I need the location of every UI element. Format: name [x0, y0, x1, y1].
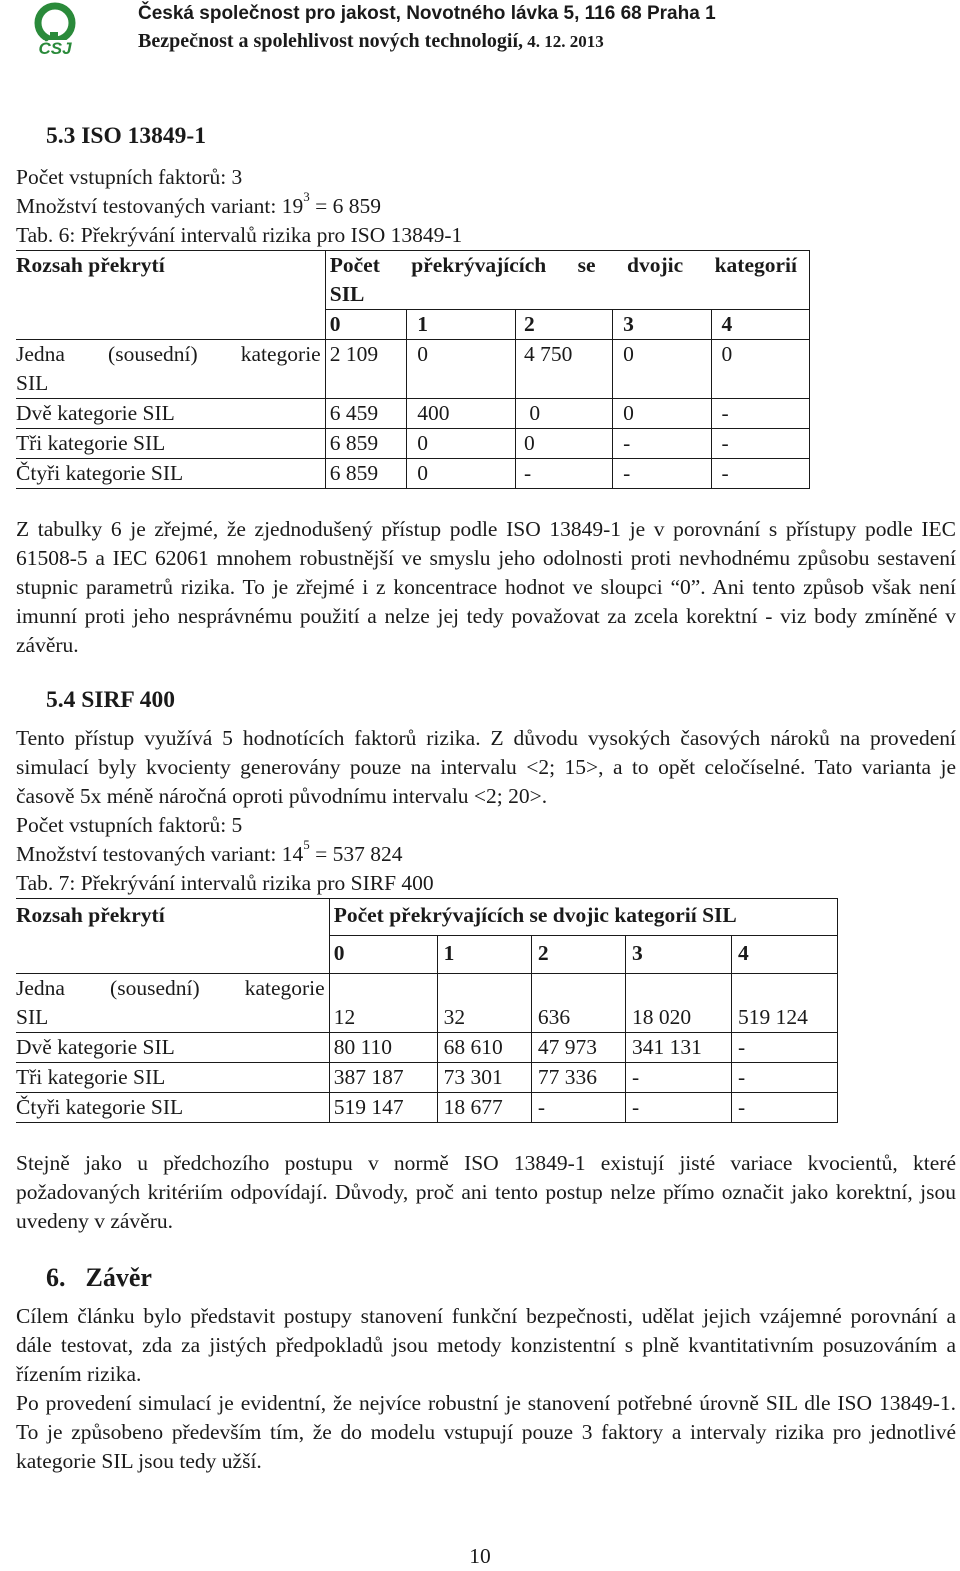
table-header-row [16, 899, 838, 936]
input-factors-count: Počet vstupních faktorů: 5 [16, 813, 243, 837]
table-row [16, 1033, 838, 1063]
table-cell: 0 [613, 340, 711, 399]
table-cell: 341 131 [625, 1033, 731, 1063]
table-cell: - [613, 459, 711, 489]
table-header-group-line2: SIL [329, 282, 365, 306]
table-row-label: Dvě kategorie SIL [16, 399, 325, 429]
table-header-range: Rozsah překrytí [16, 899, 329, 974]
table-cell: - [731, 1063, 837, 1093]
page-header [22, 0, 942, 60]
section-heading-5-3: 5.3 ISO 13849-1 [46, 123, 206, 149]
table-cell: 387 187 [329, 1063, 437, 1093]
tested-variants [16, 836, 956, 869]
table-cell: - [711, 429, 809, 459]
table-6-caption: Tab. 6: Překrývání intervalů rizika pro ISO 13849-1 [16, 223, 463, 247]
header-organization: Česká společnost pro jakost, Novotného lávka 5, 116 68 Praha 1 [138, 3, 716, 24]
table-cell: 6 859 [325, 429, 407, 459]
table-subheader: 4 [731, 936, 837, 974]
table-cell: 73 301 [437, 1063, 531, 1093]
table-cell: 2 109 [325, 340, 407, 399]
tested-variants-exponent: 3 [303, 188, 310, 204]
csj-logo [26, 2, 84, 56]
table-cell: 636 [531, 974, 625, 1033]
table-row-label: Tři kategorie SIL [16, 1063, 329, 1093]
table-cell: 0 [516, 429, 613, 459]
svg-text:ČSJ: ČSJ [38, 39, 72, 56]
table-row [16, 974, 838, 1033]
table-row [16, 340, 810, 399]
header-conference [138, 28, 604, 55]
table-6 [16, 250, 810, 489]
table-cell: 4 750 [516, 340, 613, 399]
table-header-row [16, 251, 810, 310]
table-cell: 0 [516, 399, 613, 429]
table-cell: 6 859 [325, 459, 407, 489]
tested-variants [16, 188, 956, 221]
table-cell: 0 [407, 459, 516, 489]
table-row-label-line2: SIL [16, 371, 49, 395]
conclusion-paragraph-1: Cílem článku bylo představit postupy stanovení funkční bezpečnosti, udělat jejich vzájemné porovnání a dále testovat, zda za jistých předpokladů jsou metody konzistentní s plně kvantitativním posuzováním a řízením rizika. [16, 1304, 956, 1386]
table-cell: - [516, 459, 613, 489]
table-cell: 77 336 [531, 1063, 625, 1093]
table-cell: 12 [329, 974, 437, 1033]
table-cell: - [731, 1033, 837, 1063]
table-cell: - [531, 1093, 625, 1123]
table-row-label-line1: Jedna (sousední) kategorie [16, 976, 325, 1000]
table-subheader: 2 [531, 936, 625, 974]
table-cell: 0 [613, 399, 711, 429]
table-row-label: Čtyři kategorie SIL [16, 1093, 329, 1123]
table-cell: 0 [407, 340, 516, 399]
section-number: 6. [46, 1263, 66, 1292]
table-row-label: Dvě kategorie SIL [16, 1033, 329, 1063]
table-cell: 47 973 [531, 1033, 625, 1063]
table-header-group: Počet překrývajících se dvojic kategorií SIL [329, 899, 837, 936]
page-number: 10 [469, 1544, 491, 1568]
table-cell: 68 610 [437, 1033, 531, 1063]
section-heading-6 [16, 1260, 956, 1296]
table-row-label: Tři kategorie SIL [16, 429, 325, 459]
table-row [16, 1063, 838, 1093]
table-cell: 80 110 [329, 1033, 437, 1063]
table-subheader: 4 [711, 310, 809, 340]
table-subheader: 1 [407, 310, 516, 340]
table-row [16, 399, 810, 429]
table-cell: 18 677 [437, 1093, 531, 1123]
table-cell: 400 [407, 399, 516, 429]
table-row-label: Čtyři kategorie SIL [16, 459, 325, 489]
table-row [16, 429, 810, 459]
header-conference-title: Bezpečnost a spolehlivost nových technologií, [138, 30, 524, 52]
tested-variants-base: Množství testovaných variant: 19 [16, 194, 304, 218]
table-row-label-line1: Jedna (sousední) kategorie [16, 342, 321, 366]
table-row-label [16, 974, 329, 1033]
table-row-label [16, 340, 325, 399]
table-row [16, 1093, 838, 1123]
table-cell: 32 [437, 974, 531, 1033]
table-cell: 0 [407, 429, 516, 459]
table-7-caption: Tab. 7: Překrývání intervalů rizika pro SIRF 400 [16, 871, 434, 895]
table-cell: 519 124 [731, 974, 837, 1033]
table-row [16, 459, 810, 489]
table-cell: 0 [711, 340, 809, 399]
table-7 [16, 898, 838, 1123]
section-5-3-paragraph: Z tabulky 6 je zřejmé, že zjednodušený přístup podle ISO 13849-1 je v porovnání s přístupy podle IEC 61508-5 a IEC 62061 mnohem robustnější ve smyslu jeho odolnosti proti nevhodnému způsobu sestavení stupnic parametrů rizika. To je zřejmé i z koncentrace hodnot ve sloupci “0”. Ani tento způsob však není imunní proti jeho nesprávnému použití a nelze jej tedy považovat za zcela korektní - viz body zmíněné v závěru. [16, 517, 956, 657]
table-header-range: Rozsah překrytí [16, 251, 325, 340]
section-heading-5-4: 5.4 SIRF 400 [46, 687, 176, 713]
table-cell: 519 147 [329, 1093, 437, 1123]
table-cell: - [731, 1093, 837, 1123]
input-factors-count: Počet vstupních faktorů: 3 [16, 165, 243, 189]
table-cell: 18 020 [625, 974, 731, 1033]
table-row-label-line2: SIL [16, 1005, 49, 1029]
table-cell: - [613, 429, 711, 459]
section-5-4-paragraph: Tento přístup využívá 5 hodnotících faktorů rizika. Z důvodu vysokých časových nároků na provedení simulací byly kvocienty generovány pouze na intervalu <2; 15>, a to opět celočíselné. Tato varianta je časově 5x méně náročná oproti původnímu intervalu <2; 20>. [16, 726, 956, 808]
table-subheader: 0 [325, 310, 407, 340]
section-5-4-closing-paragraph: Stejně jako u předchozího postupu v normě ISO 13849-1 existují jisté variace kvocientů, které požadovaných kritériím odpovídají. Důvody, proč ani tento postup nelze přímo označit jako korektní, jsou uvedeny v závěru. [16, 1151, 956, 1233]
table-cell: - [711, 459, 809, 489]
tested-variants-result: = 537 824 [309, 842, 403, 866]
tested-variants-exponent: 5 [303, 836, 310, 852]
header-conference-date: 4. 12. 2013 [523, 32, 604, 51]
table-subheader: 0 [329, 936, 437, 974]
table-cell: 6 459 [325, 399, 407, 429]
table-subheader: 3 [613, 310, 711, 340]
table-header-group [325, 251, 809, 310]
table-cell: - [711, 399, 809, 429]
tested-variants-result: = 6 859 [309, 194, 381, 218]
conclusion-paragraph-2: Po provedení simulací je evidentní, že nejvíce robustní je stanovení potřebné úrovně SIL dle ISO 13849-1. To je způsobeno především tím, že do modelu vstupují pouze 3 faktory a intervaly rizika pro jednotlivé kategorie SIL jsou tedy užší. [16, 1391, 956, 1473]
tested-variants-base: Množství testovaných variant: 14 [16, 842, 304, 866]
section-title: Závěr [85, 1263, 152, 1292]
table-cell: - [625, 1093, 731, 1123]
table-subheader: 3 [625, 936, 731, 974]
table-subheader: 1 [437, 936, 531, 974]
table-header-group-line1: Počet překrývajících se dvojic kategorií [329, 253, 797, 277]
table-cell: - [625, 1063, 731, 1093]
page-content [16, 118, 956, 1476]
table-subheader: 2 [516, 310, 613, 340]
